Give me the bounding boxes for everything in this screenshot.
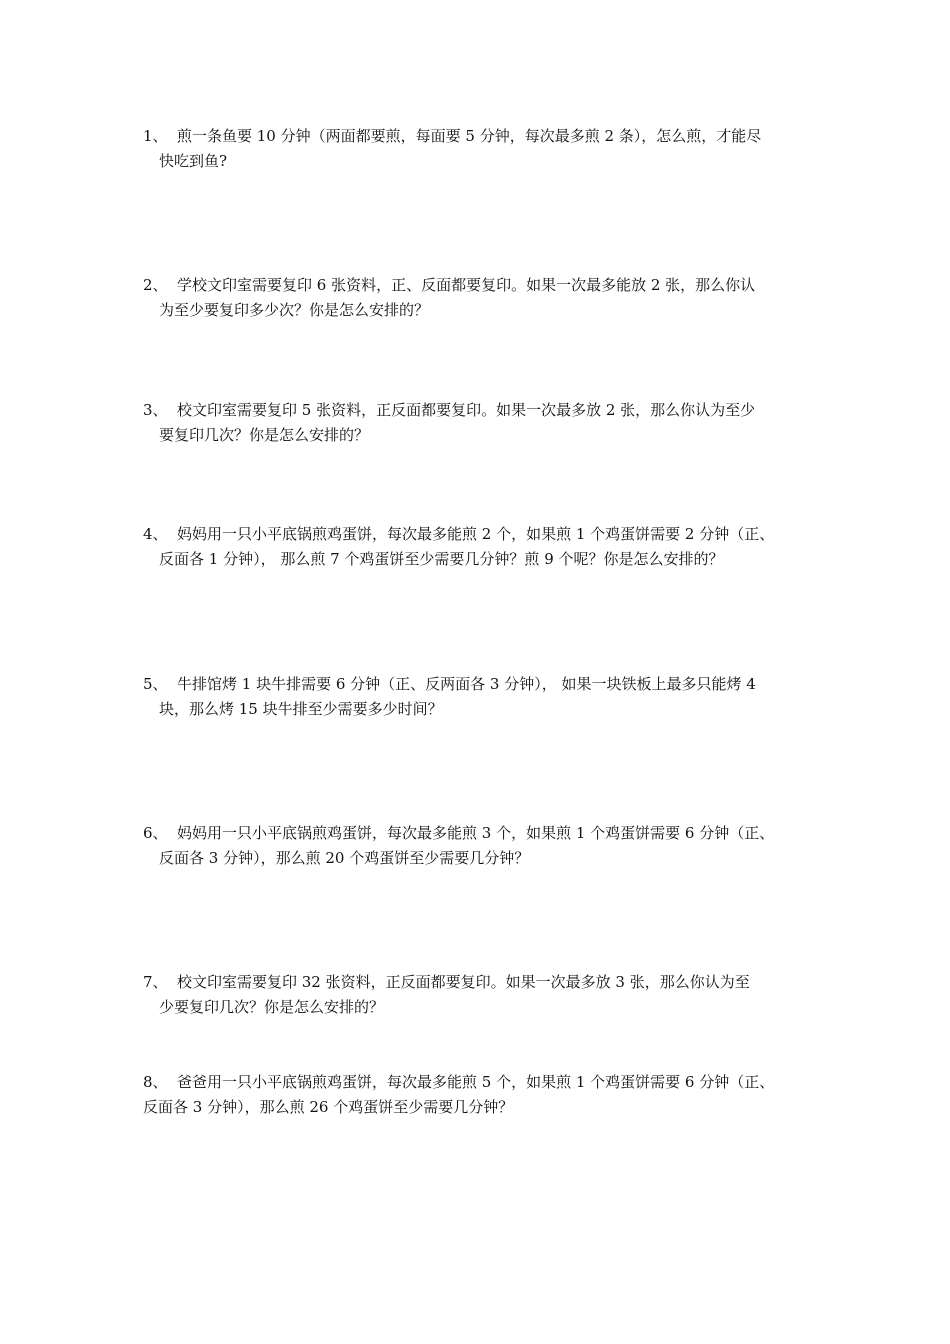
question-2 — [143, 273, 813, 323]
question-number: 1、 — [143, 127, 168, 145]
question-number: 4、 — [143, 525, 168, 543]
question-text-line2: 要复印几次？你是怎么安排的？ — [159, 426, 370, 444]
question-4 — [143, 522, 813, 572]
question-number: 5、 — [143, 675, 168, 693]
question-text-line1: 妈妈用一只小平底锅煎鸡蛋饼，每次最多能煎 2 个，如果煎 1 个鸡蛋饼需要 2 分钟（正、 — [177, 525, 775, 543]
question-3 — [143, 398, 813, 448]
question-text-line2: 块，那么烤 15 块牛排至少需要多少时间？ — [159, 700, 443, 718]
question-text-line1: 妈妈用一只小平底锅煎鸡蛋饼，每次最多能煎 3 个，如果煎 1 个鸡蛋饼需要 6 分钟（正、 — [177, 824, 775, 842]
question-number: 6、 — [143, 824, 168, 842]
question-number: 3、 — [143, 401, 168, 419]
question-1 — [143, 124, 813, 174]
question-5 — [143, 672, 813, 722]
question-6 — [143, 821, 813, 871]
question-number: 2、 — [143, 276, 168, 294]
question-text-line2: 反面各 1 分钟）， 那么煎 7 个鸡蛋饼至少需要几分钟？煎 9 个呢？你是怎么安排的？ — [159, 550, 724, 568]
question-text-line2: 快吃到鱼? — [159, 152, 228, 170]
question-text-line1: 煎一条鱼要 10 分钟（两面都要煎，每面要 5 分钟，每次最多煎 2 条），怎么煎，才能尽 — [177, 127, 762, 145]
question-number: 7、 — [143, 973, 168, 991]
question-text-line1: 爸爸用一只小平底锅煎鸡蛋饼，每次最多能煎 5 个，如果煎 1 个鸡蛋饼需要 6 分钟（正、 — [177, 1073, 775, 1091]
question-7 — [143, 970, 813, 1020]
question-text-line1: 校文印室需要复印 5 张资料，正反面都要复印。如果一次最多放 2 张，那么你认为至少 — [177, 401, 756, 419]
question-number: 8、 — [143, 1073, 168, 1091]
question-text-line2: 反面各 3 分钟），那么煎 26 个鸡蛋饼至少需要几分钟？ — [143, 1098, 514, 1116]
question-text-line2: 反面各 3 分钟），那么煎 20 个鸡蛋饼至少需要几分钟？ — [159, 849, 530, 867]
question-text-line1: 校文印室需要复印 32 张资料，正反面都要复印。如果一次最多放 3 张，那么你认为至 — [177, 973, 750, 991]
question-text-line1: 学校文印室需要复印 6 张资料，正、反面都要复印。如果一次最多能放 2 张，那么你认 — [177, 276, 756, 294]
question-text-line2: 为至少要复印多少次？你是怎么安排的？ — [159, 301, 430, 319]
question-8 — [143, 1070, 813, 1120]
question-text-line1: 牛排馆烤 1 块牛排需要 6 分钟（正、反两面各 3 分钟）， 如果一块铁板上最多只能烤 4 — [177, 675, 756, 693]
question-text-line2: 少要复印几次？你是怎么安排的？ — [159, 998, 385, 1016]
